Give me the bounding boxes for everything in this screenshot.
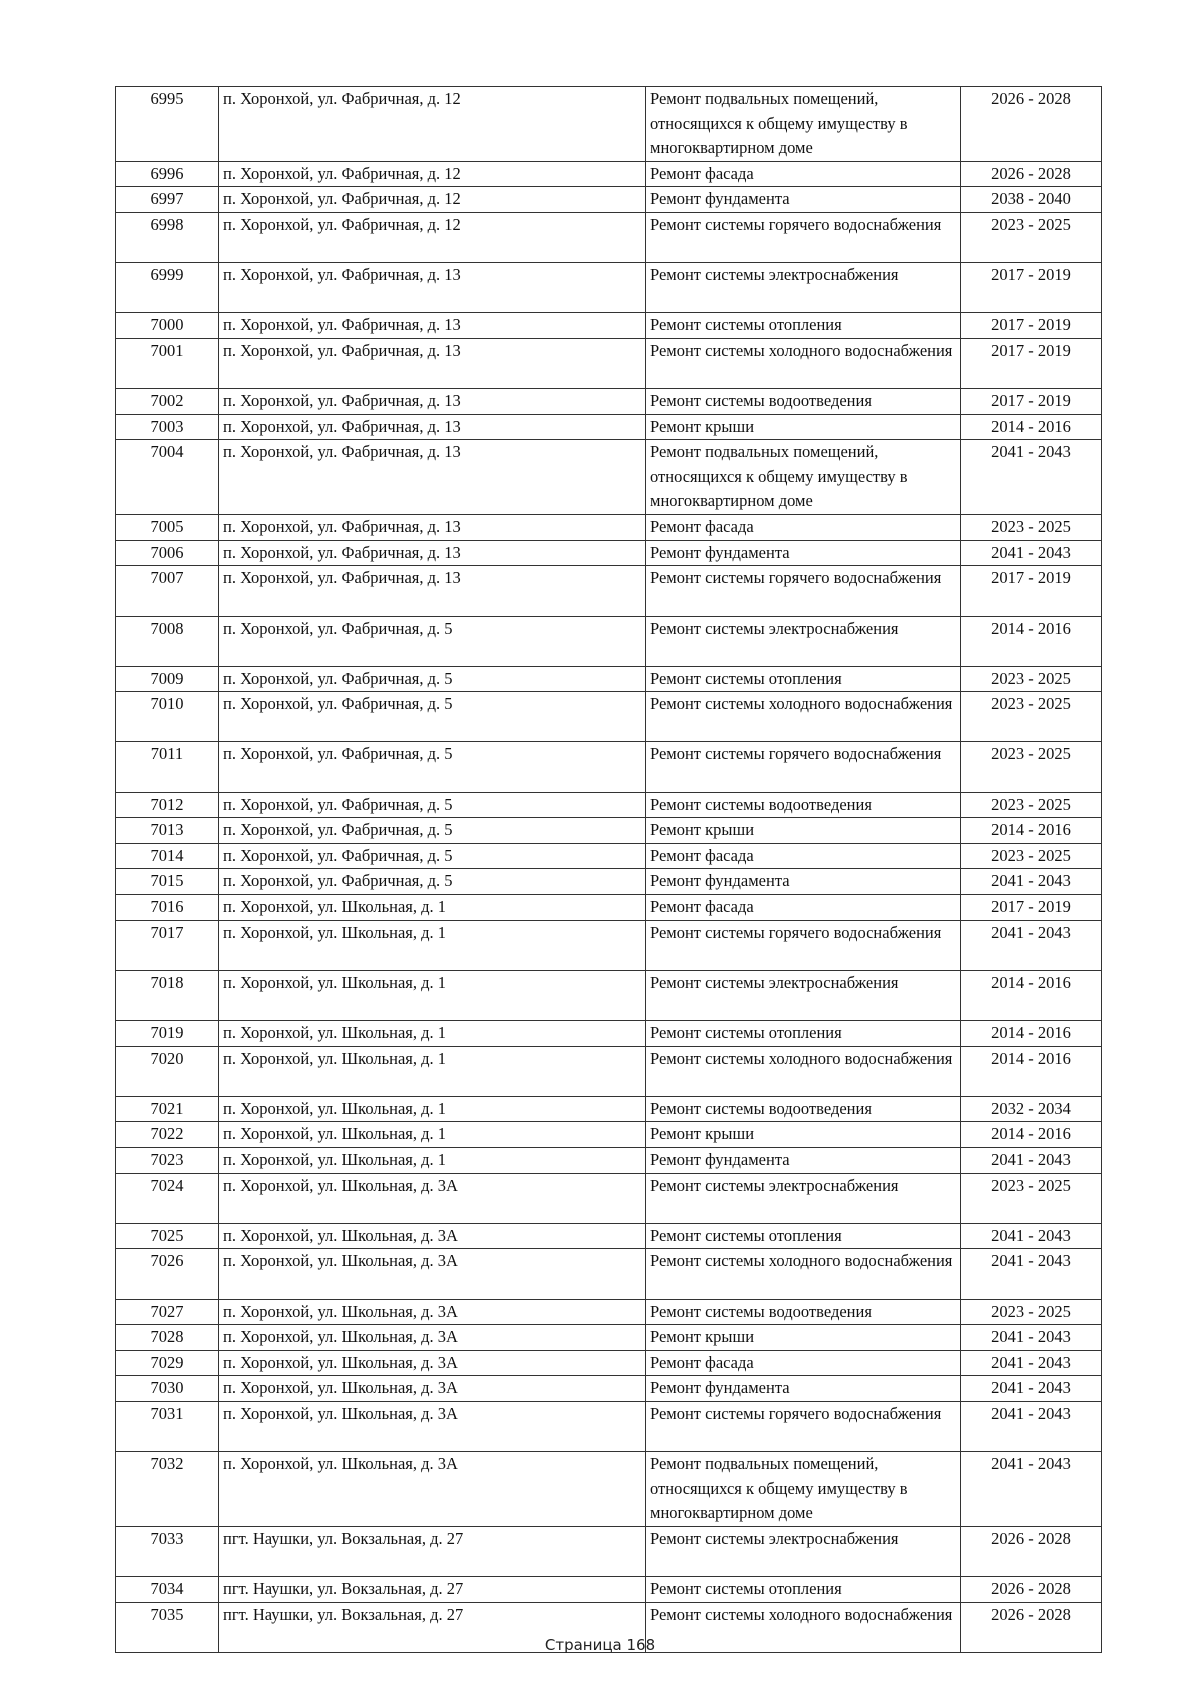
table-row xyxy=(116,389,1102,415)
row-work: Ремонт фасада xyxy=(646,895,961,921)
row-number: 7028 xyxy=(116,1325,219,1351)
row-number: 7022 xyxy=(116,1122,219,1148)
row-address: п. Хоронхой, ул. Фабричная, д. 5 xyxy=(219,869,646,895)
table-row xyxy=(116,616,1102,666)
row-work: Ремонт системы водоотведения xyxy=(646,792,961,818)
table-row xyxy=(116,1299,1102,1325)
row-number: 7017 xyxy=(116,920,219,970)
table-row xyxy=(116,818,1102,844)
row-work: Ремонт системы холодного водоснабжения xyxy=(646,692,961,742)
table-row xyxy=(116,1147,1102,1173)
row-years: 2041 - 2043 xyxy=(961,1325,1102,1351)
row-address: п. Хоронхой, ул. Фабричная, д. 5 xyxy=(219,742,646,792)
row-address: п. Хоронхой, ул. Школьная, д. 1 xyxy=(219,1122,646,1148)
row-address: п. Хоронхой, ул. Фабричная, д. 12 xyxy=(219,187,646,213)
row-number: 7009 xyxy=(116,666,219,692)
row-work: Ремонт системы отопления xyxy=(646,1577,961,1603)
row-number: 6995 xyxy=(116,87,219,162)
row-years: 2041 - 2043 xyxy=(961,1401,1102,1451)
row-work: Ремонт системы отопления xyxy=(646,1223,961,1249)
row-address: п. Хоронхой, ул. Фабричная, д. 13 xyxy=(219,414,646,440)
row-years: 2023 - 2025 xyxy=(961,1173,1102,1223)
row-number: 7025 xyxy=(116,1223,219,1249)
row-years: 2041 - 2043 xyxy=(961,920,1102,970)
row-number: 7011 xyxy=(116,742,219,792)
row-years: 2023 - 2025 xyxy=(961,843,1102,869)
table-row xyxy=(116,440,1102,515)
row-work: Ремонт подвальных помещений, относящихся к общему имуществу в многоквартирном доме xyxy=(646,440,961,515)
row-address: п. Хоронхой, ул. Фабричная, д. 13 xyxy=(219,566,646,616)
row-address: п. Хоронхой, ул. Школьная, д. 3А xyxy=(219,1401,646,1451)
table-row xyxy=(116,566,1102,616)
table-row xyxy=(116,1122,1102,1148)
row-number: 7020 xyxy=(116,1046,219,1096)
row-years: 2041 - 2043 xyxy=(961,1452,1102,1527)
row-address: п. Хоронхой, ул. Школьная, д. 1 xyxy=(219,895,646,921)
row-work: Ремонт системы электроснабжения xyxy=(646,616,961,666)
row-number: 7034 xyxy=(116,1577,219,1603)
row-years: 2026 - 2028 xyxy=(961,161,1102,187)
row-years: 2014 - 2016 xyxy=(961,970,1102,1020)
row-number: 7014 xyxy=(116,843,219,869)
row-number: 7019 xyxy=(116,1021,219,1047)
works-table xyxy=(115,86,1102,1653)
row-years: 2023 - 2025 xyxy=(961,1299,1102,1325)
row-address: п. Хоронхой, ул. Фабричная, д. 13 xyxy=(219,313,646,339)
row-address: п. Хоронхой, ул. Фабричная, д. 13 xyxy=(219,263,646,313)
row-address: п. Хоронхой, ул. Фабричная, д. 13 xyxy=(219,540,646,566)
table-row xyxy=(116,1376,1102,1402)
table-row xyxy=(116,895,1102,921)
row-years: 2014 - 2016 xyxy=(961,1122,1102,1148)
row-years: 2026 - 2028 xyxy=(961,1526,1102,1576)
row-work: Ремонт системы горячего водоснабжения xyxy=(646,566,961,616)
row-years: 2014 - 2016 xyxy=(961,616,1102,666)
row-years: 2017 - 2019 xyxy=(961,338,1102,388)
table-row xyxy=(116,1350,1102,1376)
row-work: Ремонт системы холодного водоснабжения xyxy=(646,1602,961,1652)
row-years: 2023 - 2025 xyxy=(961,515,1102,541)
table-row xyxy=(116,1046,1102,1096)
row-number: 7002 xyxy=(116,389,219,415)
row-work: Ремонт крыши xyxy=(646,1122,961,1148)
row-number: 7023 xyxy=(116,1147,219,1173)
row-address: п. Хоронхой, ул. Школьная, д. 1 xyxy=(219,970,646,1020)
row-address: п. Хоронхой, ул. Фабричная, д. 12 xyxy=(219,87,646,162)
row-work: Ремонт системы горячего водоснабжения xyxy=(646,212,961,262)
row-number: 7006 xyxy=(116,540,219,566)
row-address: п. Хоронхой, ул. Фабричная, д. 5 xyxy=(219,792,646,818)
row-years: 2014 - 2016 xyxy=(961,818,1102,844)
row-work: Ремонт крыши xyxy=(646,818,961,844)
row-number: 7000 xyxy=(116,313,219,339)
row-years: 2023 - 2025 xyxy=(961,212,1102,262)
row-years: 2017 - 2019 xyxy=(961,313,1102,339)
row-address: п. Хоронхой, ул. Фабричная, д. 13 xyxy=(219,440,646,515)
row-address: п. Хоронхой, ул. Фабричная, д. 13 xyxy=(219,389,646,415)
row-address: п. Хоронхой, ул. Фабричная, д. 5 xyxy=(219,616,646,666)
row-work: Ремонт подвальных помещений, относящихся к общему имуществу в многоквартирном доме xyxy=(646,87,961,162)
row-work: Ремонт системы электроснабжения xyxy=(646,1173,961,1223)
row-number: 7026 xyxy=(116,1249,219,1299)
row-years: 2041 - 2043 xyxy=(961,1147,1102,1173)
row-address: п. Хоронхой, ул. Школьная, д. 3А xyxy=(219,1376,646,1402)
table-row xyxy=(116,1526,1102,1576)
row-number: 7029 xyxy=(116,1350,219,1376)
row-years: 2014 - 2016 xyxy=(961,414,1102,440)
table-row xyxy=(116,187,1102,213)
row-work: Ремонт фундамента xyxy=(646,1147,961,1173)
row-work: Ремонт системы водоотведения xyxy=(646,1299,961,1325)
table-row xyxy=(116,87,1102,162)
row-number: 6996 xyxy=(116,161,219,187)
table-row xyxy=(116,1452,1102,1527)
table-row xyxy=(116,1021,1102,1047)
row-work: Ремонт фасада xyxy=(646,515,961,541)
row-address: п. Хоронхой, ул. Фабричная, д. 5 xyxy=(219,818,646,844)
row-number: 7015 xyxy=(116,869,219,895)
row-number: 7016 xyxy=(116,895,219,921)
row-work: Ремонт крыши xyxy=(646,414,961,440)
row-number: 7032 xyxy=(116,1452,219,1527)
row-address: п. Хоронхой, ул. Школьная, д. 1 xyxy=(219,1096,646,1122)
row-address: пгт. Наушки, ул. Вокзальная, д. 27 xyxy=(219,1526,646,1576)
table-row xyxy=(116,1577,1102,1603)
row-number: 7033 xyxy=(116,1526,219,1576)
row-years: 2023 - 2025 xyxy=(961,666,1102,692)
row-work: Ремонт системы водоотведения xyxy=(646,389,961,415)
table-row xyxy=(116,742,1102,792)
row-years: 2017 - 2019 xyxy=(961,263,1102,313)
row-years: 2014 - 2016 xyxy=(961,1046,1102,1096)
row-work: Ремонт фасада xyxy=(646,1350,961,1376)
table-row xyxy=(116,692,1102,742)
row-address: п. Хоронхой, ул. Школьная, д. 3А xyxy=(219,1350,646,1376)
table-row xyxy=(116,313,1102,339)
row-years: 2041 - 2043 xyxy=(961,540,1102,566)
table-row xyxy=(116,792,1102,818)
row-years: 2041 - 2043 xyxy=(961,440,1102,515)
row-work: Ремонт системы холодного водоснабжения xyxy=(646,338,961,388)
row-address: п. Хоронхой, ул. Школьная, д. 1 xyxy=(219,1147,646,1173)
row-work: Ремонт фундамента xyxy=(646,540,961,566)
row-years: 2041 - 2043 xyxy=(961,869,1102,895)
row-years: 2023 - 2025 xyxy=(961,742,1102,792)
table-row xyxy=(116,843,1102,869)
row-years: 2041 - 2043 xyxy=(961,1376,1102,1402)
row-years: 2038 - 2040 xyxy=(961,187,1102,213)
row-number: 6999 xyxy=(116,263,219,313)
row-work: Ремонт крыши xyxy=(646,1325,961,1351)
row-address: п. Хоронхой, ул. Фабричная, д. 12 xyxy=(219,212,646,262)
row-number: 7003 xyxy=(116,414,219,440)
row-address: п. Хоронхой, ул. Школьная, д. 3А xyxy=(219,1223,646,1249)
row-work: Ремонт фундамента xyxy=(646,1376,961,1402)
table-row xyxy=(116,161,1102,187)
row-work: Ремонт системы электроснабжения xyxy=(646,263,961,313)
row-address: п. Хоронхой, ул. Школьная, д. 3А xyxy=(219,1452,646,1527)
table-row xyxy=(116,920,1102,970)
row-address: п. Хоронхой, ул. Школьная, д. 1 xyxy=(219,1021,646,1047)
row-work: Ремонт системы электроснабжения xyxy=(646,1526,961,1576)
row-address: п. Хоронхой, ул. Фабричная, д. 5 xyxy=(219,843,646,869)
row-work: Ремонт фасада xyxy=(646,843,961,869)
row-years: 2014 - 2016 xyxy=(961,1021,1102,1047)
row-work: Ремонт системы водоотведения xyxy=(646,1096,961,1122)
table-row xyxy=(116,1223,1102,1249)
row-number: 7005 xyxy=(116,515,219,541)
row-years: 2041 - 2043 xyxy=(961,1350,1102,1376)
row-years: 2017 - 2019 xyxy=(961,895,1102,921)
row-work: Ремонт системы холодного водоснабжения xyxy=(646,1046,961,1096)
table-row xyxy=(116,1249,1102,1299)
row-number: 7001 xyxy=(116,338,219,388)
row-years: 2023 - 2025 xyxy=(961,692,1102,742)
row-address: п. Хоронхой, ул. Школьная, д. 1 xyxy=(219,1046,646,1096)
row-address: п. Хоронхой, ул. Фабричная, д. 13 xyxy=(219,515,646,541)
row-address: п. Хоронхой, ул. Фабричная, д. 5 xyxy=(219,666,646,692)
row-years: 2017 - 2019 xyxy=(961,389,1102,415)
row-address: п. Хоронхой, ул. Школьная, д. 3А xyxy=(219,1299,646,1325)
row-address: п. Хоронхой, ул. Школьная, д. 3А xyxy=(219,1249,646,1299)
row-number: 7027 xyxy=(116,1299,219,1325)
row-address: п. Хоронхой, ул. Школьная, д. 1 xyxy=(219,920,646,970)
row-work: Ремонт фасада xyxy=(646,161,961,187)
row-number: 7018 xyxy=(116,970,219,1020)
table-row xyxy=(116,212,1102,262)
row-address: пгт. Наушки, ул. Вокзальная, д. 27 xyxy=(219,1577,646,1603)
table-row xyxy=(116,1173,1102,1223)
row-number: 7010 xyxy=(116,692,219,742)
row-number: 7012 xyxy=(116,792,219,818)
table-row xyxy=(116,1401,1102,1451)
row-address: п. Хоронхой, ул. Фабричная, д. 13 xyxy=(219,338,646,388)
row-number: 7030 xyxy=(116,1376,219,1402)
table-row xyxy=(116,1325,1102,1351)
row-address: пгт. Наушки, ул. Вокзальная, д. 27 xyxy=(219,1602,646,1652)
table-row xyxy=(116,869,1102,895)
table-row xyxy=(116,1096,1102,1122)
table-row xyxy=(116,414,1102,440)
table-row xyxy=(116,540,1102,566)
row-address: п. Хоронхой, ул. Фабричная, д. 5 xyxy=(219,692,646,742)
row-number: 6997 xyxy=(116,187,219,213)
row-work: Ремонт системы горячего водоснабжения xyxy=(646,742,961,792)
row-work: Ремонт системы отопления xyxy=(646,666,961,692)
row-work: Ремонт системы горячего водоснабжения xyxy=(646,920,961,970)
row-years: 2026 - 2028 xyxy=(961,1602,1102,1652)
row-years: 2041 - 2043 xyxy=(961,1249,1102,1299)
table-row xyxy=(116,263,1102,313)
row-number: 7013 xyxy=(116,818,219,844)
table-row xyxy=(116,970,1102,1020)
table-row xyxy=(116,515,1102,541)
row-number: 7031 xyxy=(116,1401,219,1451)
row-work: Ремонт системы отопления xyxy=(646,1021,961,1047)
row-work: Ремонт фундамента xyxy=(646,869,961,895)
table-row xyxy=(116,666,1102,692)
row-work: Ремонт подвальных помещений, относящихся к общему имуществу в многоквартирном доме xyxy=(646,1452,961,1527)
row-years: 2026 - 2028 xyxy=(961,1577,1102,1603)
row-years: 2017 - 2019 xyxy=(961,566,1102,616)
row-work: Ремонт системы электроснабжения xyxy=(646,970,961,1020)
row-work: Ремонт системы горячего водоснабжения xyxy=(646,1401,961,1451)
row-years: 2023 - 2025 xyxy=(961,792,1102,818)
row-address: п. Хоронхой, ул. Школьная, д. 3А xyxy=(219,1173,646,1223)
row-number: 7008 xyxy=(116,616,219,666)
row-work: Ремонт фундамента xyxy=(646,187,961,213)
row-years: 2026 - 2028 xyxy=(961,87,1102,162)
row-years: 2041 - 2043 xyxy=(961,1223,1102,1249)
row-work: Ремонт системы холодного водоснабжения xyxy=(646,1249,961,1299)
row-number: 7004 xyxy=(116,440,219,515)
row-number: 7035 xyxy=(116,1602,219,1652)
row-address: п. Хоронхой, ул. Фабричная, д. 12 xyxy=(219,161,646,187)
row-work: Ремонт системы отопления xyxy=(646,313,961,339)
row-address: п. Хоронхой, ул. Школьная, д. 3А xyxy=(219,1325,646,1351)
row-number: 7024 xyxy=(116,1173,219,1223)
page-number: Страница 168 xyxy=(544,1636,656,1654)
row-years: 2032 - 2034 xyxy=(961,1096,1102,1122)
table-row xyxy=(116,338,1102,388)
row-number: 6998 xyxy=(116,212,219,262)
row-number: 7021 xyxy=(116,1096,219,1122)
row-number: 7007 xyxy=(116,566,219,616)
